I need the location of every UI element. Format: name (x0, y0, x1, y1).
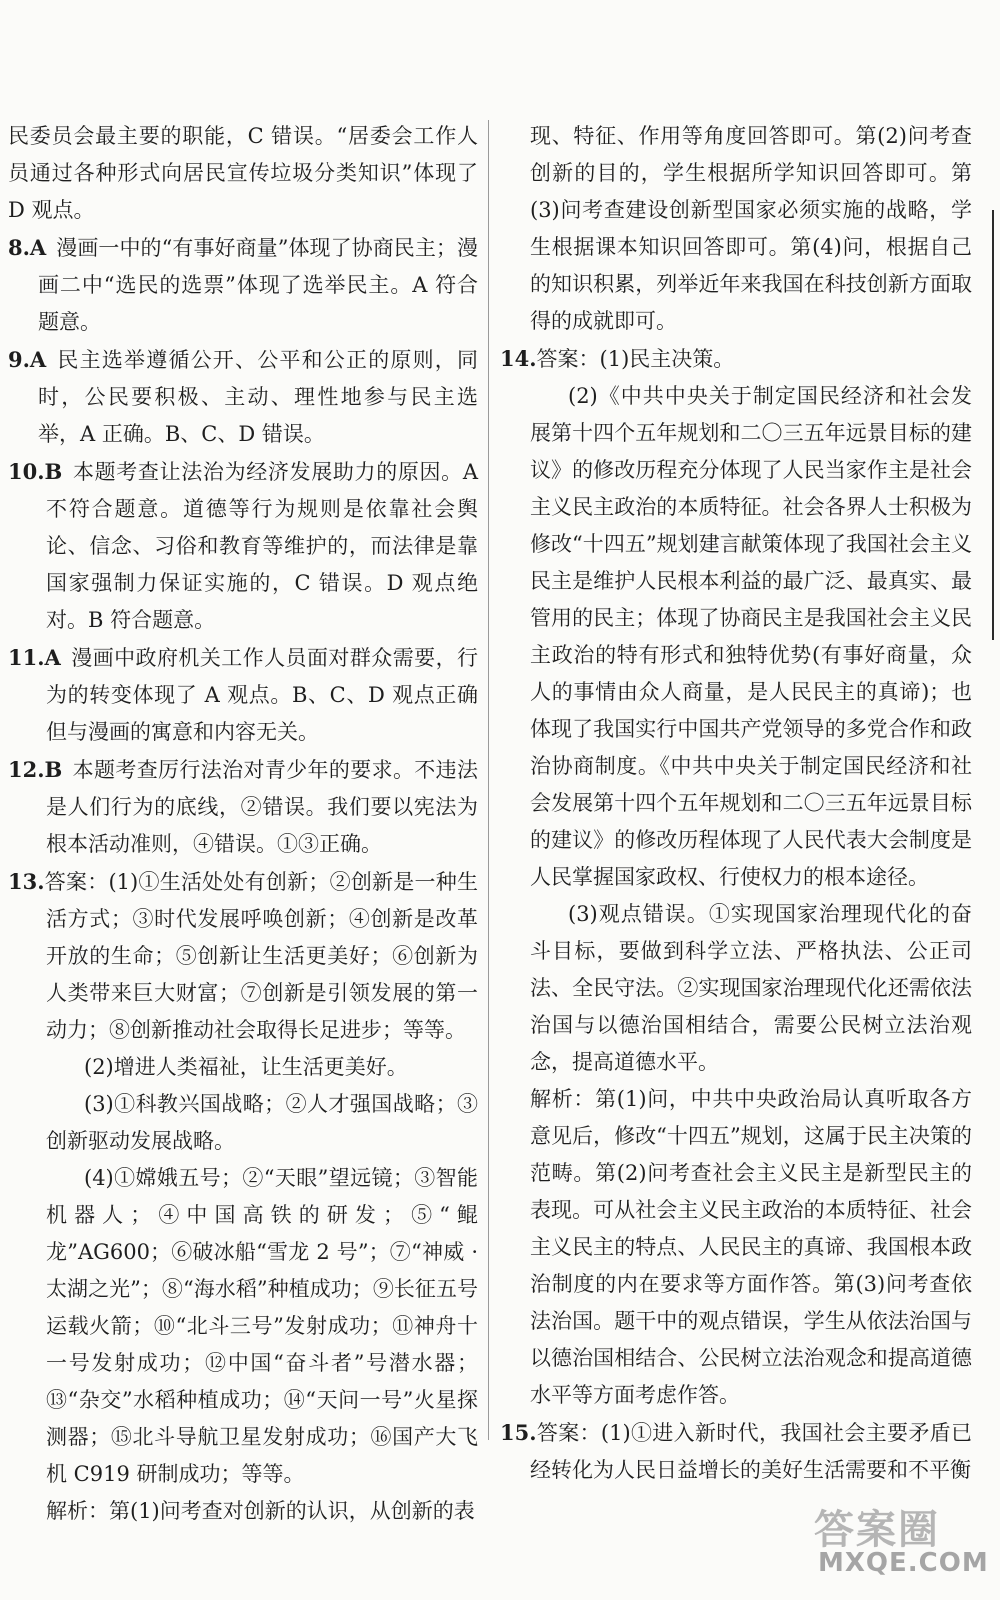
left-column (8, 118, 478, 1530)
item-number: 15. (500, 1420, 537, 1445)
item-text: 答案：(1)民主决策。 (536, 347, 735, 371)
answer-item-11 (8, 639, 478, 751)
item-text: 答案：(1)①进入新时代，我国社会主要矛盾已经转化为人民日益增长的美好生活需要和不平衡 (530, 1421, 972, 1482)
item-number: 12.B (8, 757, 63, 782)
paragraph: 民委员会最主要的职能，C 错误。“居委会工作人员通过各种形式向居民宣传垃圾分类知识”体现了 D 观点。 (8, 124, 478, 222)
analysis-text: 解析：第(1)问考查对创新的认识，从创新的表 (46, 1499, 475, 1523)
answer-item-14 (500, 340, 972, 378)
item-text: 本题考查让法治为经济发展助力的原因。A 不符合题意。道德等行为规则是依靠社会舆论、信念、习俗和教育等维护的，而法律是靠国家强制力保证实施的，C 错误。D 观点绝对。B 符合题意。 (46, 460, 478, 632)
item-number: 13. (8, 869, 45, 894)
watermark-logo (808, 1498, 988, 1588)
item-number: 14. (500, 346, 537, 371)
answer-item-13 (8, 863, 478, 1049)
item-number: 9.A (8, 347, 47, 372)
answer-item-9 (8, 341, 478, 453)
answer-sub-3: (3)①科教兴国战略；②人才强国战略；③创新驱动发展战略。 (46, 1092, 478, 1153)
analysis-text: 解析：第(1)问，中共中央政治局认真听取各方意见后，修改“十四五”规划，这属于民主决策的范畴。第(2)问考查社会主义民主是新型民主的表现。可从社会主义民主政治的本质特征、社会主义民主的特点、人民民主的真谛、我国根本政治制度的内在要求等方面作答。第(3)问考查依法治国。题干中的观点错误，学生从依法治国与以德治国相结合、公民树立法治观念和提高道德水平等方面考虑作答。 (530, 1087, 972, 1407)
item-text: 答案：(1)①生活处处有创新；②创新是一种生活方式；③时代发展呼唤创新；④创新是改革开放的生命；⑤创新让生活更美好；⑥创新为人类带来巨大财富；⑦创新是引领发展的第一动力；⑧创新推动社会取得长足进步；等等。 (44, 870, 478, 1042)
item-text: 漫画中政府机关工作人员面对群众需要，行为的转变体现了 A 观点。B、C、D 观点正确但与漫画的寓意和内容无关。 (46, 646, 478, 744)
page-edge-line (992, 210, 994, 640)
answer-sub-4: (4)①嫦娥五号；②“天眼”望远镜；③智能机器人；④中国高铁的研发；⑤“鲲龙”AG600；⑥破冰船“雪龙 2 号”；⑦“神威 · 太湖之光”；⑧“海水稻”种植成功；⑨长征五号运载火箭；⑩“北斗三号”发射成功；⑪神舟十一号发射成功；⑫中国“奋斗者”号潜水器；⑬“杂交”水稻种植成功；⑭“天问一号”火星探测器；⑮北斗导航卫星发射成功；⑯国产大飞机 C919 研制成功；等等。 (46, 1166, 478, 1486)
answer-item-12 (8, 751, 478, 863)
answer-item-15 (500, 1414, 972, 1489)
answer-item-10 (8, 453, 478, 639)
answer-sub-2: (2)增进人类福祉，让生活更美好。 (84, 1055, 408, 1079)
item-number: 8.A (8, 235, 47, 260)
column-divider (488, 120, 489, 1440)
answer-sub-3: (3)观点错误。①实现国家治理现代化的奋斗目标，要做到科学立法、严格执法、公正司法、全民守法。②实现国家治理现代化还需依法治国与以德治国相结合，需要公民树立法治观念，提高道德水平。 (530, 902, 972, 1074)
watermark-text: 答案圈 (814, 1507, 940, 1553)
item-text: 民主选举遵循公开、公平和公正的原则，同时，公民要积极、主动、理性地参与民主选举，A 正确。B、C、D 错误。 (38, 348, 478, 446)
right-column (500, 118, 972, 1489)
item-number: 11.A (8, 645, 61, 670)
item-number: 10.B (8, 459, 63, 484)
answer-item-8 (8, 229, 478, 341)
answer-sub-2: (2)《中共中央关于制定国民经济和社会发展第十四个五年规划和二〇三五年远景目标的建议》的修改历程充分体现了人民当家作主是社会主义民主政治的本质特征。社会各界人士积极为修改“十四五”规划建言献策体现了我国社会主义民主是维护人民根本利益的最广泛、最真实、最管用的民主；体现了协商民主是我国社会主义民主政治的特有形式和独特优势(有事好商量，众人的事情由众人商量，是人民民主的真谛)；也体现了我国实行中国共产党领导的多党合作和政治协商制度。《中共中央关于制定国民经济和社会发展第十四个五年规划和二〇三五年远景目标的建议》的修改历程体现了人民代表大会制度是人民掌握国家政权、行使权力的根本途径。 (530, 384, 972, 889)
item-text: 漫画一中的“有事好商量”体现了协商民主；漫画二中“选民的选票”体现了选举民主。A 符合题意。 (38, 236, 478, 334)
watermark-url: MXQE.COM (818, 1548, 989, 1578)
item-text: 本题考查厉行法治对青少年的要求。不违法是人们行为的底线，②错误。我们要以宪法为根本活动准则，④错误。①③正确。 (46, 758, 478, 856)
paragraph: 现、特征、作用等角度回答即可。第(2)问考查创新的目的，学生根据所学知识回答即可。第(3)问考查建设创新型国家必须实施的战略，学生根据课本知识回答即可。第(4)问，根据自己的知识积累，列举近年来我国在科技创新方面取得的成就即可。 (530, 124, 972, 333)
